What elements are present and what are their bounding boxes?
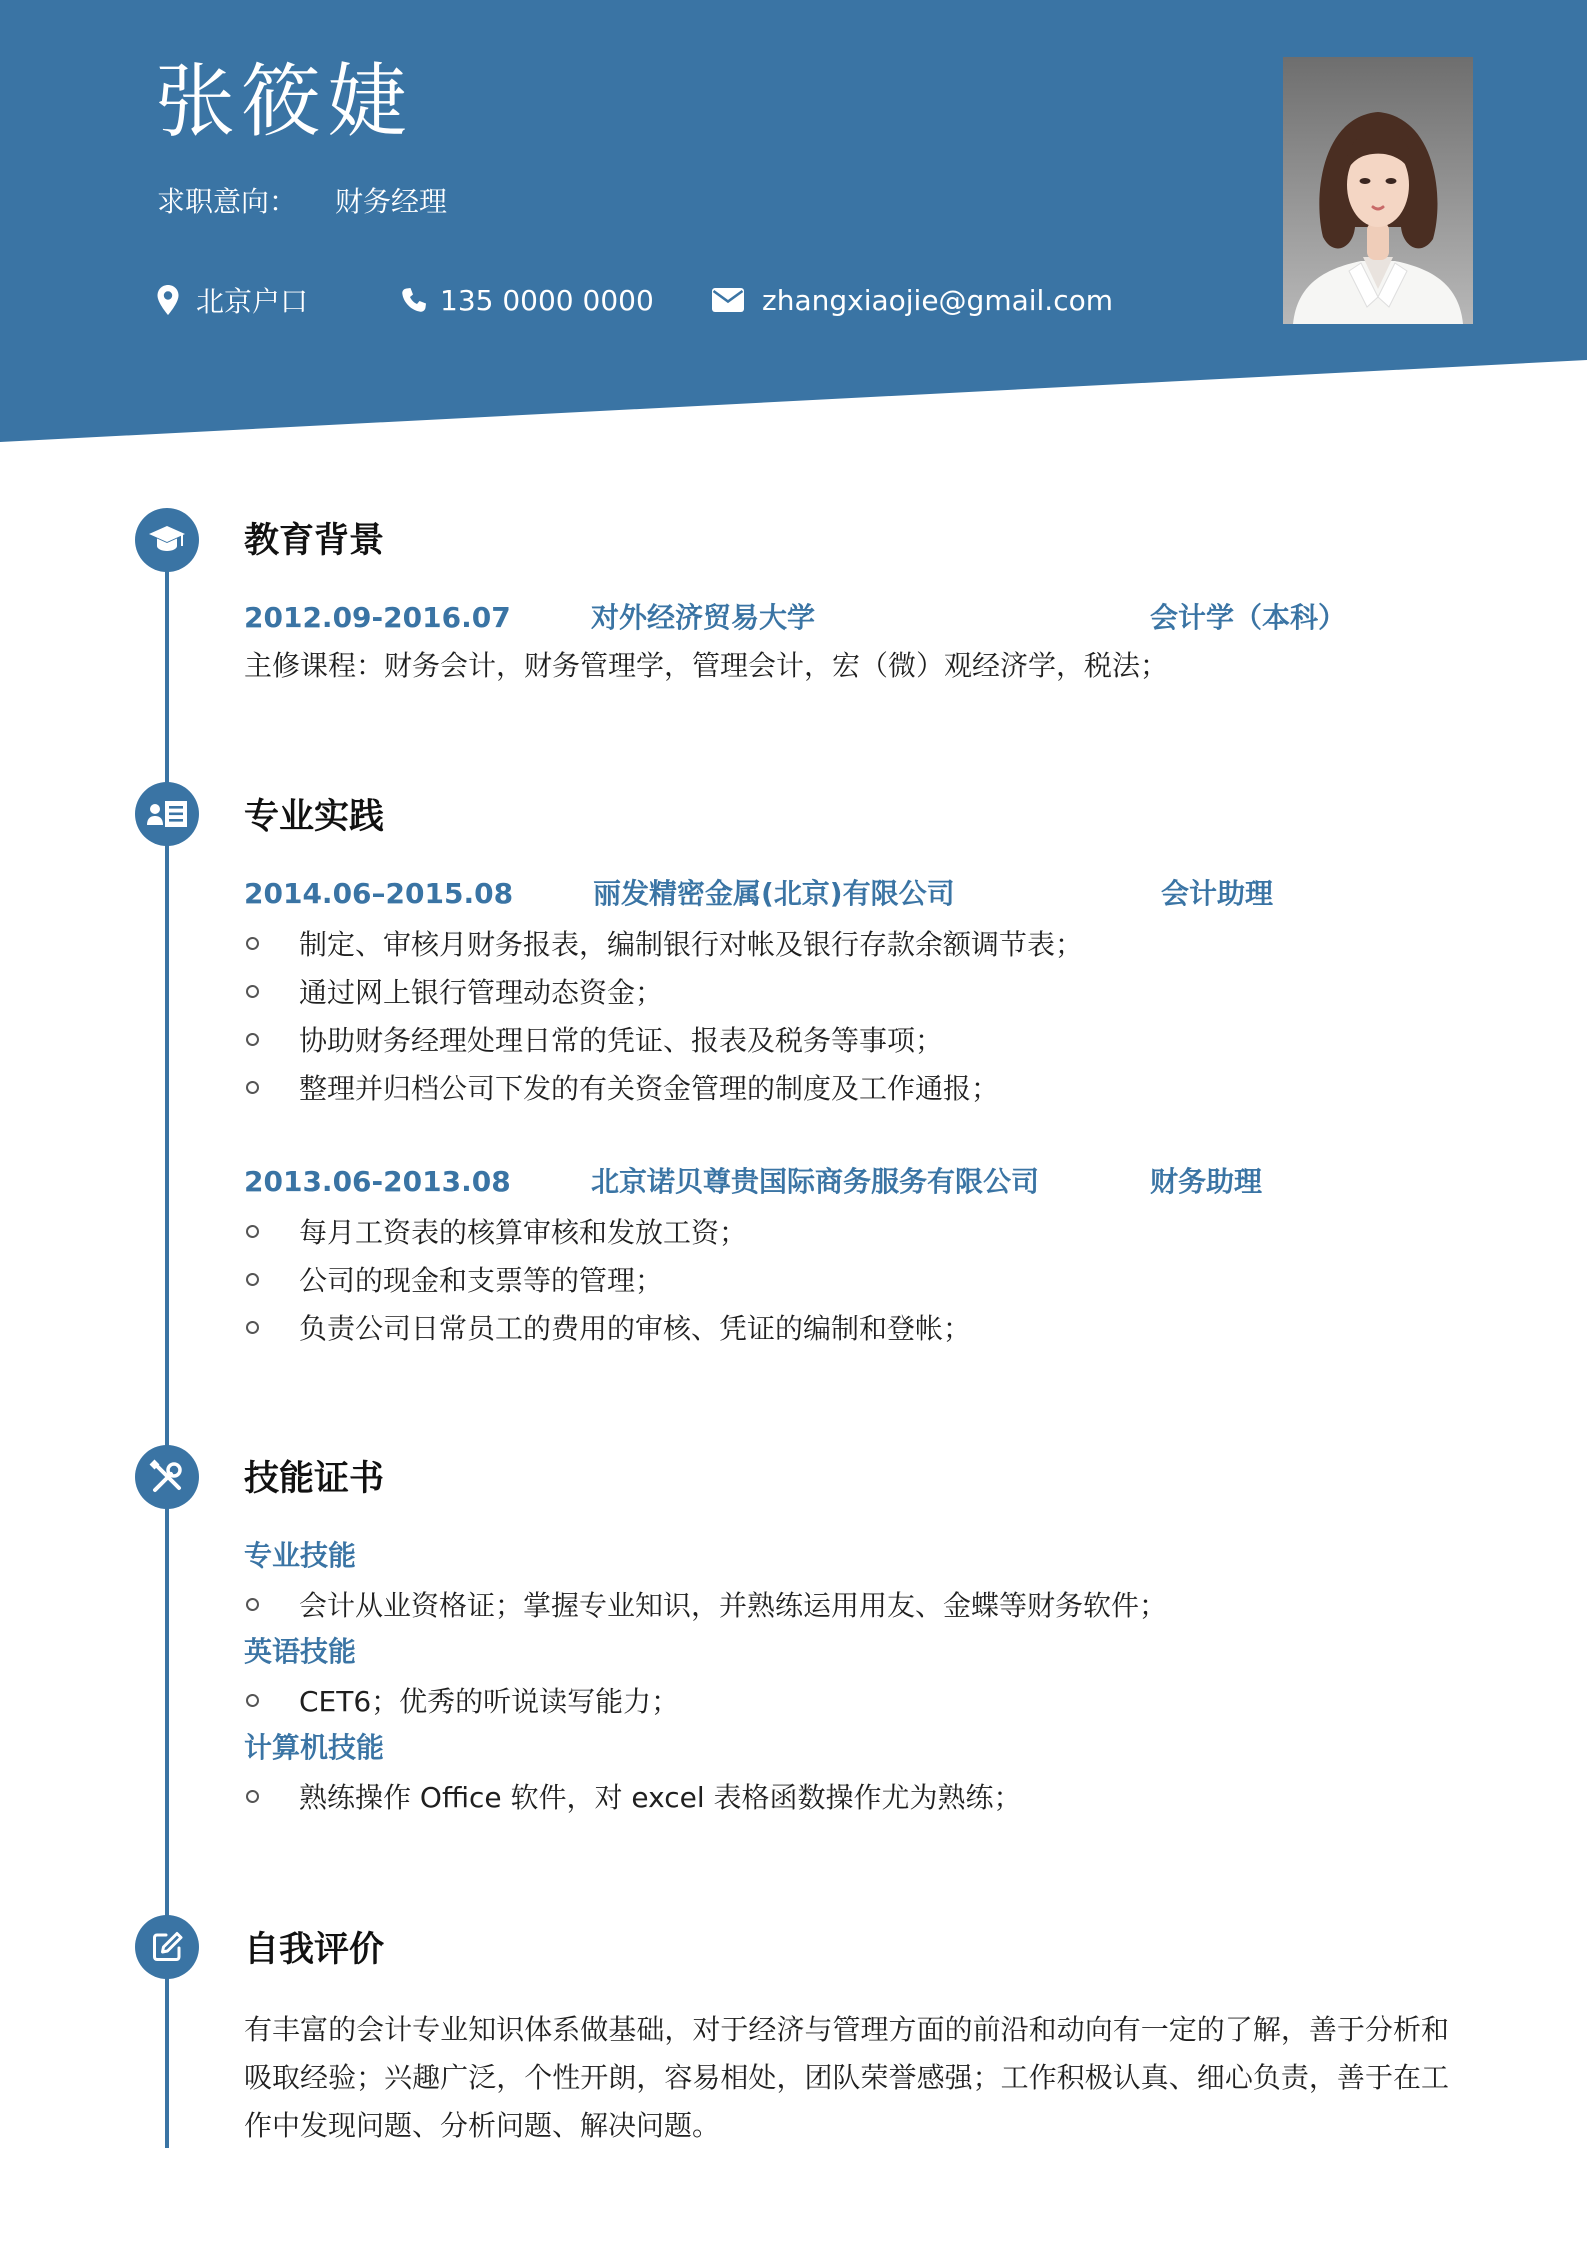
bullet-icon: [246, 937, 259, 950]
timeline-line: [165, 520, 169, 2148]
skill-item: [244, 1584, 1167, 1624]
contact-phone-text: 135 0000 0000: [440, 283, 654, 317]
graduation-cap-icon: [148, 524, 186, 556]
contact-email: [712, 280, 1113, 320]
candidate-name: 张筱婕: [155, 55, 413, 148]
contact-location-text: 北京户口: [196, 285, 309, 318]
job-2-duty: [244, 1307, 971, 1347]
evaluation-text: 有丰富的会计专业知识体系做基础，对于经济与管理方面的前沿和动向有一定的了解，善于分析和吸取经验；兴趣广泛，个性开朗，容易相处，团队荣誉感强；工作积极认真、细心负责，善于在工作中发现问题、分析问题、解决问题。: [244, 2013, 1449, 2142]
skill-item: [244, 1776, 1022, 1816]
job-1-duty: [244, 1019, 943, 1059]
experience-section-title: 专业实践: [244, 797, 385, 837]
duty-text: 整理并归档公司下发的有关资金管理的制度及工作通报；: [299, 1072, 1000, 1105]
education-school: 对外经济贸易大学: [591, 601, 816, 634]
education-courses: 主修课程：财务会计，财务管理学，管理会计，宏（微）观经济学，税法；: [244, 649, 1169, 682]
bullet-icon: [246, 1321, 259, 1334]
tools-icon: [149, 1459, 185, 1495]
bullet-icon: [246, 1273, 259, 1286]
job-1-period: 2014.06–2015.08: [244, 877, 514, 910]
bullet-icon: [246, 1081, 259, 1094]
duty-text: 每月工资表的核算审核和发放工资；: [299, 1216, 748, 1249]
skill-group-title: 专业技能: [244, 1539, 357, 1572]
bullet-icon: [246, 1033, 259, 1046]
job-intention: [157, 182, 447, 222]
education-section-title: 教育背景: [244, 521, 385, 561]
skill-group-title: 计算机技能: [244, 1731, 385, 1764]
phone-icon: [400, 286, 428, 314]
skill-group-title: 英语技能: [244, 1635, 357, 1668]
job-1-position: 会计助理: [1161, 877, 1274, 910]
evaluation-section-title: 自我评价: [244, 1930, 385, 1970]
education-period: 2012.09-2016.07: [244, 601, 511, 634]
skill-text: CET6；优秀的听说读写能力；: [299, 1685, 680, 1718]
profile-photo: [1283, 57, 1473, 324]
skill-item: [244, 1680, 679, 1720]
evaluation-section-icon: [135, 1915, 199, 1979]
skill-text: 熟练操作 Office 软件，对 excel 表格函数操作尤为熟练；: [299, 1781, 1022, 1814]
mail-icon: [712, 288, 744, 312]
duty-text: 协助财务经理处理日常的凭证、报表及税务等事项；: [299, 1024, 944, 1057]
bullet-icon: [246, 985, 259, 998]
contact-email-text: zhangxiaojie@gmail.com: [762, 283, 1114, 317]
skill-text: 会计从业资格证；掌握专业知识，并熟练运用用友、金蝶等财务软件；: [299, 1589, 1168, 1622]
job-1-duty: [244, 923, 1083, 963]
duty-text: 公司的现金和支票等的管理；: [299, 1264, 664, 1297]
skills-section-icon: [135, 1445, 199, 1509]
job-1-duty: [244, 1067, 999, 1107]
bullet-icon: [246, 1790, 259, 1803]
education-section-icon: [135, 508, 199, 572]
job-1-company: 丽发精密金属(北京)有限公司: [593, 877, 955, 910]
resume-card-icon: [147, 799, 187, 829]
duty-text: 通过网上银行管理动态资金；: [299, 976, 664, 1009]
job-2-company: 北京诺贝尊贵国际商务服务有限公司: [591, 1165, 1040, 1198]
job-2-position: 财务助理: [1150, 1165, 1263, 1198]
edit-icon: [150, 1930, 184, 1964]
duty-text: 制定、审核月财务报表，编制银行对帐及银行存款余额调节表；: [299, 928, 1084, 961]
education-major: 会计学（本科）: [1150, 601, 1347, 634]
location-pin-icon: [156, 284, 180, 316]
bullet-icon: [246, 1694, 259, 1707]
contact-location: [156, 280, 308, 320]
contact-phone: [400, 280, 654, 320]
experience-section-icon: [135, 782, 199, 846]
bullet-icon: [246, 1225, 259, 1238]
job-2-duty: [244, 1259, 663, 1299]
job-intention-label: 求职意向：: [157, 185, 298, 218]
duty-text: 负责公司日常员工的费用的审核、凭证的编制和登帐；: [299, 1312, 972, 1345]
bullet-icon: [246, 1598, 259, 1611]
skills-section-title: 技能证书: [244, 1459, 385, 1499]
job-1-duty: [244, 971, 663, 1011]
job-2-duty: [244, 1211, 747, 1251]
job-intention-value: 财务经理: [335, 185, 448, 218]
job-2-period: 2013.06-2013.08: [244, 1165, 511, 1198]
